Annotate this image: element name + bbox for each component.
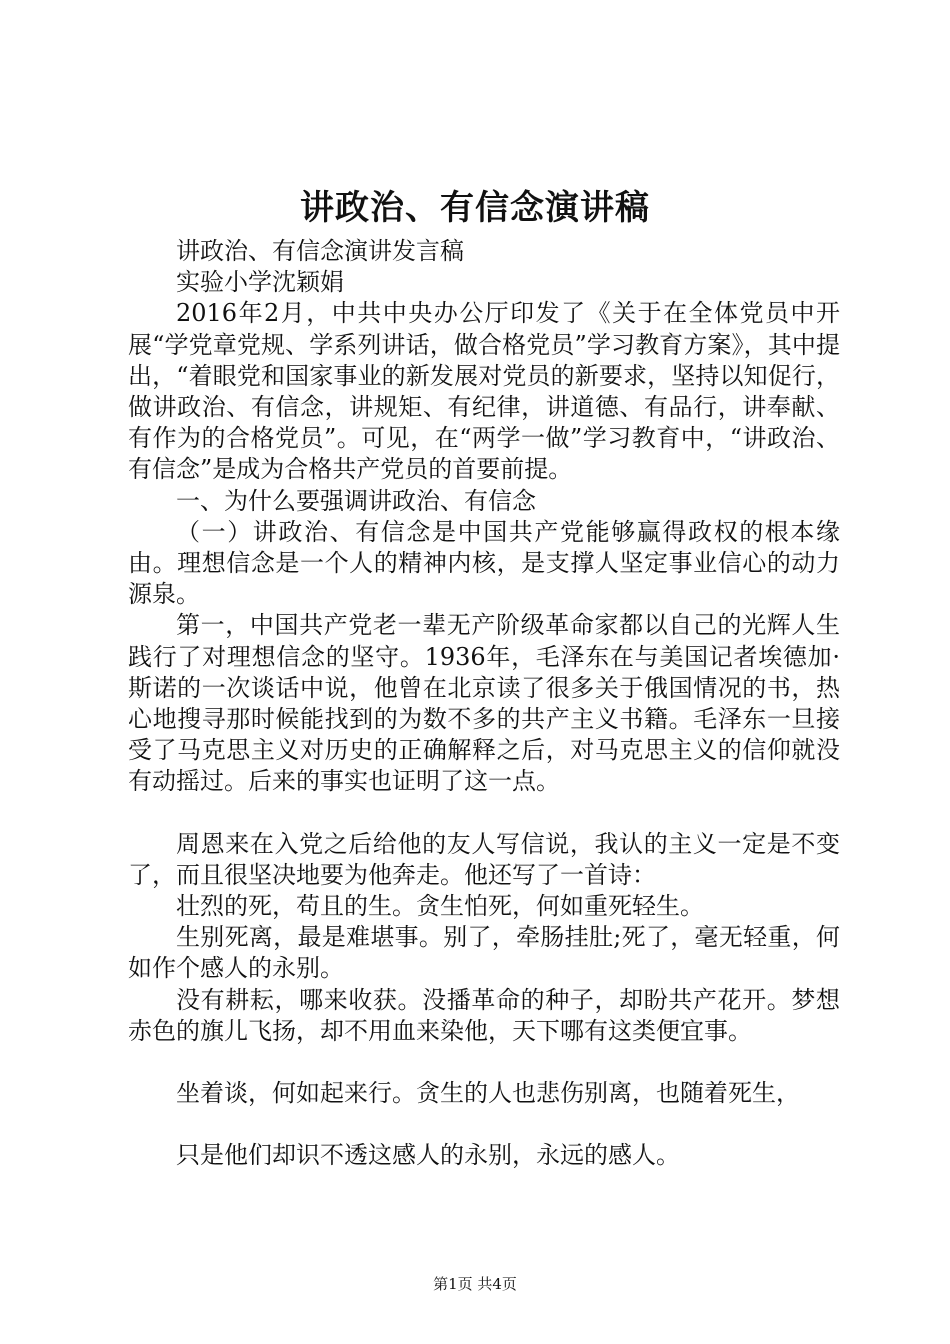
author-line: 实验小学沈颖娟 [176, 268, 344, 297]
poem-line: 壮烈的死，苟且的生。贪生怕死，何如重死轻生。 [176, 892, 704, 921]
subsection-paragraph: （一）讲政治、有信念是中国共产党能够赢得政权的根本缘由。理想信念是一个人的精神内核，是支撑人坚定事业信心的动力源泉。 [128, 517, 840, 609]
body-paragraph: 第一，中国共产党老一辈无产阶级革命家都以自己的光辉人生践行了对理想信念的坚守。1936年，毛泽东在与美国记者埃德加·斯诺的一次谈话中说，他曾在北京读了很多关于俄国情况的书，热心地搜寻那时候能找到的为数不多的共产主义书籍。毛泽东一旦接受了马克思主义对历史的正确解释之后，对马克思主义的信仰就没有动摇过。后来的事实也证明了这一点。 [128, 611, 840, 796]
body-paragraph: 周恩来在入党之后给他的友人写信说，我认的主义一定是不变了，而且很坚决地要为他奔走。他还写了一首诗： [128, 829, 840, 889]
document-body [128, 236, 840, 1171]
subtitle-paragraph: 讲政治、有信念演讲发言稿 [176, 237, 464, 265]
section-heading: 一、为什么要强调讲政治、有信念 [176, 486, 536, 515]
poem-line: 没有耕耘，哪来收获。没播革命的种子，却盼共产花开。梦想赤色的旗儿飞扬，却不用血来染他，天下哪有这类便宜事。 [128, 985, 840, 1045]
poem-line: 生别死离，最是难堪事。别了，牵肠挂肚;死了，毫无轻重，何如作个感人的永别。 [128, 923, 840, 983]
poem-line: 坐着谈，何如起来行。贪生的人也悲伤别离，也随着死生， [176, 1079, 800, 1108]
intro-paragraph: 2016年2月，中共中央办公厅印发了《关于在全体党员中开展“学党章党规、学系列讲话，做合格党员”学习教育方案》，其中提出，“着眼党和国家事业的新发展对党员的新要求，坚持以知促行，做讲政治、有信念，讲规矩、有纪律，讲道德、有品行，讲奉献、有作为的合格党员”。可见，在“两学一做”学习教育中，“讲政治、有信念”是成为合格共产党员的首要前提。 [128, 299, 840, 484]
page-footer: 第1页 共4页 [433, 1275, 517, 1293]
poem-line: 只是他们却识不透这感人的永别，永远的感人。 [176, 1141, 680, 1170]
document-title: 讲政治、有信念演讲稿 [300, 188, 650, 228]
